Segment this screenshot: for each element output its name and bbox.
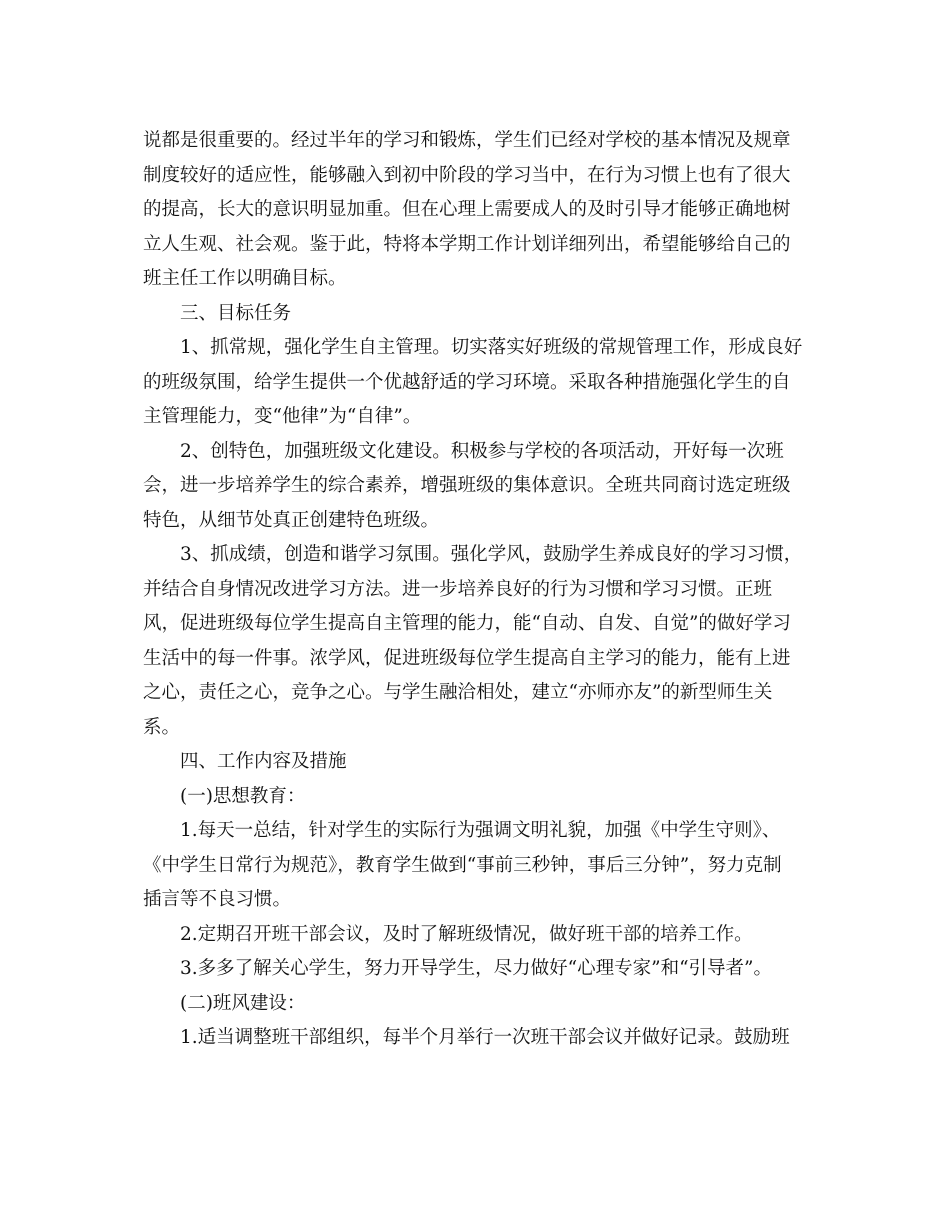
paragraph-class-style-1: 1.适当调整班干部组织，每半个月举行一次班干部会议并做好记录。鼓励班 — [180, 1027, 790, 1048]
paragraph-ideology-2: 2.定期召开班干部会议，及时了解班级情况，做好班干部的培养工作。 — [180, 923, 753, 945]
text-line: 班主任工作以明确目标。 — [143, 268, 347, 289]
document-body — [143, 124, 808, 1056]
text-line: 系。 — [143, 716, 181, 738]
text-line: 生活中的每一件事。浓学风，促进班级每位学生提高自主学习的能力，能有上进 — [143, 647, 791, 669]
text-line: 特色，从细节处真正创建特色班级。 — [143, 509, 440, 531]
text-line: 立人生观、社会观。鉴于此，特将本学期工作计划详细列出，希望能够给自己的 — [143, 233, 791, 255]
paragraph-ideology-1 — [143, 814, 808, 918]
paragraph-goal-1 — [143, 331, 808, 435]
subsection-heading-class-style: (二)班风建设： — [180, 992, 306, 1014]
text-line: 会，进一步培养学生的综合素养，增强班级的集体意识。全班共同商讨选定班级 — [143, 475, 791, 496]
text-line: 的班级氛围，给学生提供一个优越舒适的学习环境。采取各种措施强化学生的自 — [143, 371, 791, 393]
text-line: 《中学生日常行为规范》，教育学生做到“事前三秒钟，事后三分钟”，努力克制 — [143, 854, 782, 876]
text-line: 1.每天一总结，针对学生的实际行为强调文明礼貌，加强《中学生守则》、 — [180, 820, 781, 841]
text-line: 1、抓常规，强化学生自主管理。切实落实好班级的常规管理工作，形成良好 — [180, 337, 803, 358]
paragraph-goal-3 — [143, 538, 808, 745]
paragraph-ideology-3: 3.多多了解关心学生，努力开导学生，尽力做好“心理专家”和“引导者”。 — [180, 958, 772, 979]
paragraph-intro — [143, 124, 808, 297]
text-line: 的提高，长大的意识明显加重。但在心理上需要成人的及时引导才能够正确地树 — [143, 199, 791, 220]
text-line: 并结合自身情况改进学习方法。进一步培养良好的行为习惯和学习习惯。正班 — [143, 578, 773, 600]
paragraph-goal-2 — [143, 435, 808, 539]
section-heading-work: 四、工作内容及措施 — [180, 751, 347, 772]
text-line: 2、创特色，加强班级文化建设。积极参与学校的各项活动，开好每一次班 — [180, 440, 784, 462]
text-line: 风，促进班级每位学生提高自主管理的能力，能“自动、自发、自觉”的做好学习 — [143, 613, 791, 634]
text-line: 制度较好的适应性，能够融入到初中阶段的学习当中，在行为习惯上也有了很大 — [143, 164, 791, 186]
text-line: 说都是很重要的。经过半年的学习和锻炼，学生们已经对学校的基本情况及规章 — [143, 130, 791, 151]
section-heading-goals: 三、目标任务 — [180, 302, 292, 324]
text-line: 之心，责任之心，竞争之心。与学生融洽相处，建立“亦师亦友”的新型师生关 — [143, 682, 773, 703]
text-line: 3、抓成绩，创造和谐学习氛围。强化学风，鼓励学生养成良好的学习习惯， — [180, 544, 803, 565]
text-line: 主管理能力，变“他律”为“自律”。 — [143, 406, 422, 427]
subsection-heading-ideology: (一)思想教育： — [180, 785, 306, 807]
text-line: 插言等不良习惯。 — [143, 889, 292, 910]
